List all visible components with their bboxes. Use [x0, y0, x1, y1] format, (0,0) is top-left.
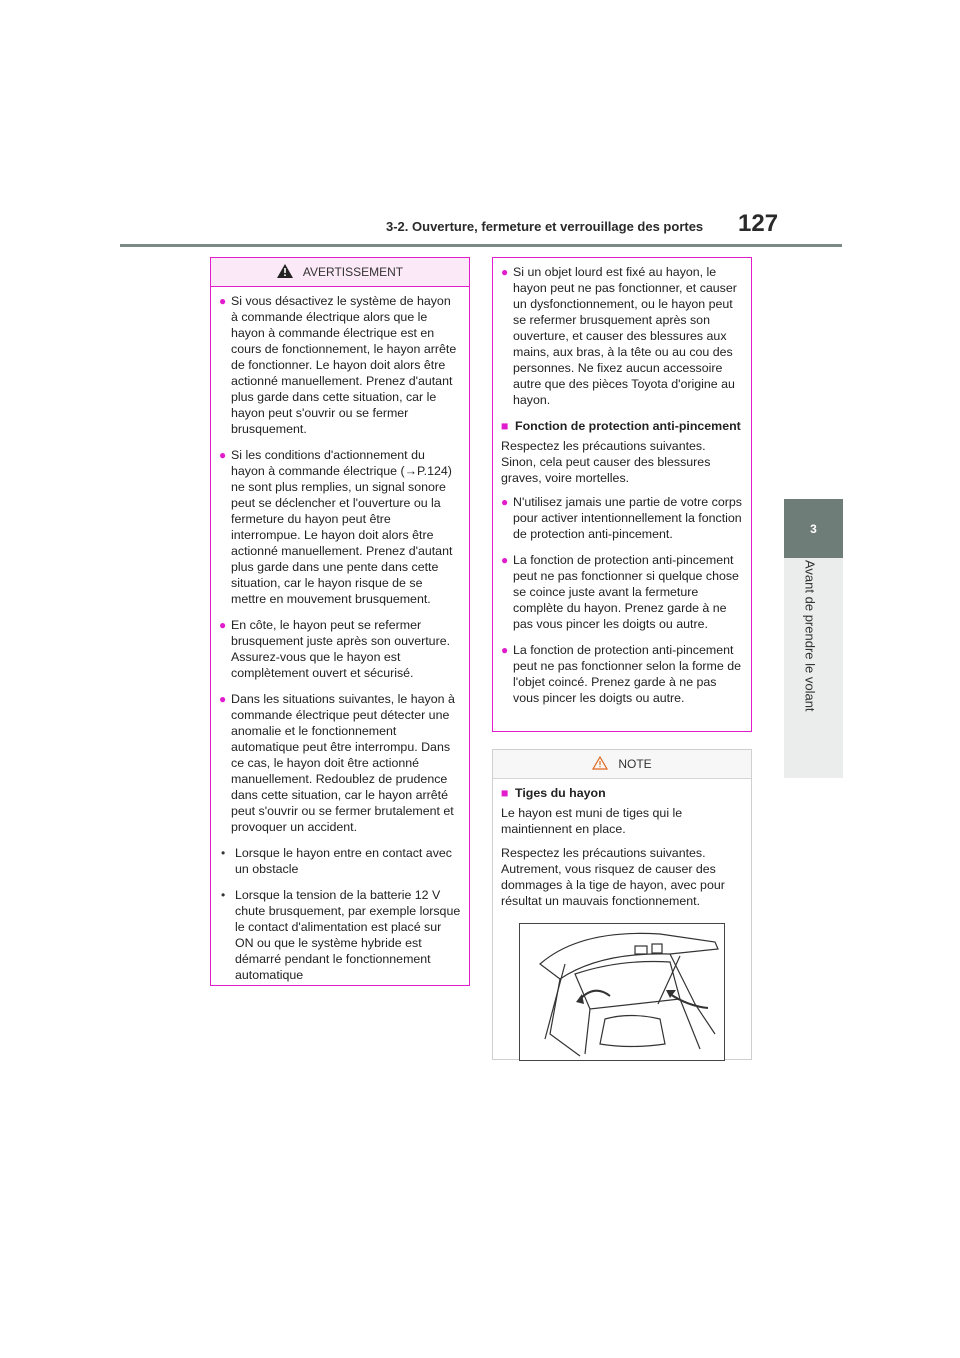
- warning-item: ● Si les conditions d'actionnement du hayon à commande électrique (→P.124) ne sont plus remplies, un signal sonore peut se déclencher et l'ouverture ou la fermeture du hayon peut être interrompue. Le hayon doit alors être actionné manuellement. Prenez d'autant plus garde dans une pente dans cette situation, car le hayon risque de se mettre en mouvement brusquement.: [219, 448, 453, 606]
- bullet-icon: ●: [501, 553, 509, 567]
- warning-box-right: [492, 257, 752, 732]
- warning-subitem: • Lorsque le hayon entre en contact avec un obstacle: [221, 846, 452, 876]
- warning-item: ● La fonction de protection anti-pincement peut ne pas fonctionner selon la forme de l'objet coincé. Prenez garde à ne pas vous pincer les doigts ou autre.: [501, 643, 741, 705]
- note-box-header: [493, 750, 751, 779]
- caution-outline-icon: [592, 756, 608, 773]
- section-intro: Respectez les précautions suivantes. Sinon, cela peut causer des blessures graves, voire mortelles.: [501, 439, 711, 485]
- note-paragraph: Respectez les précautions suivantes. Autrement, vous risquez de causer des dommages à la tige de hayon, avec pour résultat un mauvais fonctionnement.: [501, 846, 725, 908]
- bullet-icon: ●: [219, 692, 227, 706]
- section-heading: ■ Fonction de protection anti-pincement: [501, 419, 741, 433]
- section-heading: ■ Tiges du hayon: [501, 786, 606, 800]
- warning-item: ● En côte, le hayon peut se refermer brusquement juste après son ouverture. Assurez-vous que le hayon est complètement ouvert et sécurisé.: [219, 618, 451, 680]
- warning-box-header: [211, 258, 469, 287]
- warning-triangle-icon: [277, 264, 293, 281]
- note-box-title: NOTE: [618, 757, 652, 771]
- square-bullet-icon: ■: [501, 786, 509, 800]
- bullet-icon: ●: [501, 265, 509, 279]
- chapter-tab: 3: [784, 499, 843, 558]
- warning-item: ● La fonction de protection anti-pincement peut ne pas fonctionner si quelque chose se coince juste avant la fermeture complète du hayon. Prenez garde à ne pas vous pincer les doigts ou autre.: [501, 553, 739, 631]
- dot-bullet-icon: •: [221, 888, 226, 902]
- page-number: 127: [738, 210, 779, 237]
- note-paragraph: Le hayon est muni de tiges qui le maintiennent en place.: [501, 806, 683, 836]
- chapter-label: Avant de prendre le volant: [802, 560, 818, 712]
- note-box: [492, 749, 752, 1060]
- warning-item: ● Dans les situations suivantes, le hayon à commande électrique peut détecter une anomalie et le fonctionnement automatique peut être interrompu. Dans ce cas, le hayon doit être actionné manuellement. Redoublez de prudence dans cette situation, car le hayon arrêté peut s'ouvrir ou se fermer brutalement et provoquer un accident.: [219, 692, 455, 834]
- bullet-icon: ●: [219, 618, 227, 632]
- bullet-icon: ●: [501, 495, 509, 509]
- header-rule: [120, 244, 842, 247]
- section-title: 3-2. Ouverture, fermeture et verrouillage des portes: [386, 219, 704, 234]
- warning-subitem: • Lorsque la tension de la batterie 12 V chute brusquement, par exemple lorsque le contact d'alimentation est placé sur ON ou que le système hybride est démarré pendant le fonctionnement automatique: [221, 888, 461, 982]
- warning-item: ● N'utilisez jamais une partie de votre corps pour activer intentionnellement la fonction de protection anti-pincement.: [501, 495, 742, 541]
- bullet-icon: ●: [219, 294, 227, 308]
- warning-item: ● Si vous désactivez le système de hayon à commande électrique alors que le hayon à commande électrique est en cours de fonctionnement, le hayon arrête de fonctionner. Le hayon doit alors être actionné manuellement. Prenez d'autant plus garde dans cette situation, car le hayon peut s'ouvrir ou se fermer brusquement.: [219, 294, 457, 436]
- warning-box-title: AVERTISSEMENT: [302, 265, 404, 279]
- warning-item: ● Si un objet lourd est fixé au hayon, le hayon peut ne pas fonctionner, et causer un dysfonctionnement, ou le hayon peut se refermer brusquement après son ouverture, et causer des blessures aux mains, aux bras, à la tête ou au cou des personnes. Ne fixez aucun accessoire autre que des pièces Toyota d'origine au hayon.: [501, 265, 737, 407]
- bullet-icon: ●: [219, 448, 227, 462]
- tailgate-drawing: [520, 924, 724, 1060]
- warning-box-left: [210, 257, 470, 986]
- bullet-icon: ●: [501, 643, 509, 657]
- tailgate-strut-illustration: [519, 923, 725, 1061]
- dot-bullet-icon: •: [221, 846, 226, 860]
- square-bullet-icon: ■: [501, 419, 509, 433]
